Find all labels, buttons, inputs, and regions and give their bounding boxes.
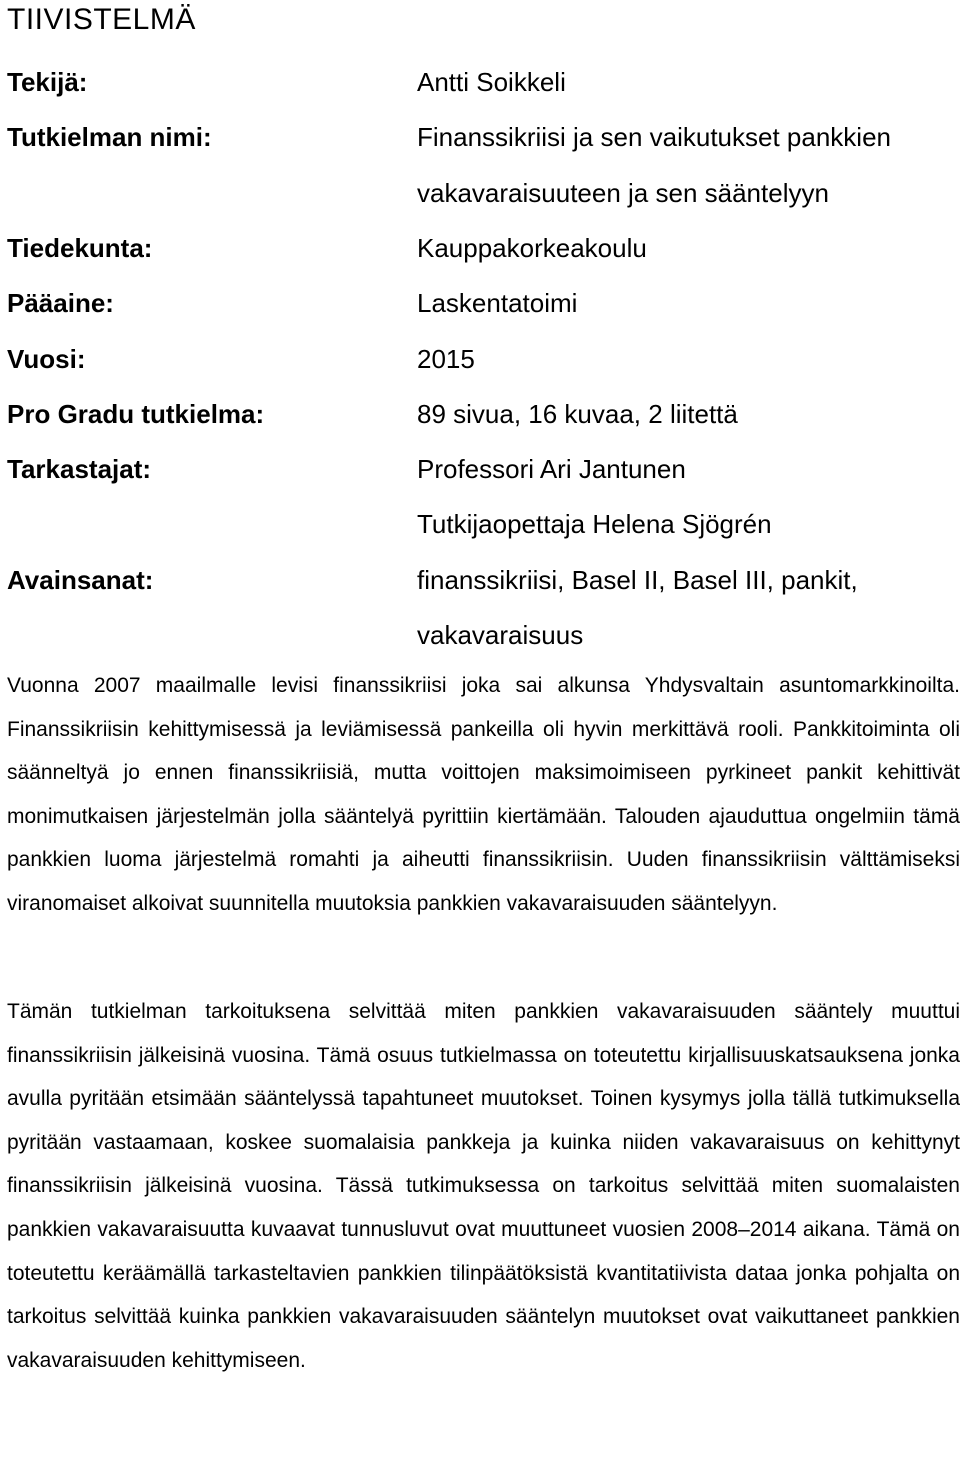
thesis-title-label: Tutkielman nimi: bbox=[7, 122, 212, 152]
major-value: Laskentatoimi bbox=[417, 288, 578, 318]
abstract-paragraph-1: Vuonna 2007 maailmalle levisi finanssikriisi joka sai alkunsa Yhdysvaltain asuntomarkkinoilta. Finanssikriisin kehittymisessä ja leviämisessä pankeilla oli hyvin merkittävä rooli. Pankkitoiminta oli säänneltyä jo ennen finanssikriisiä, mutta voittojen maksimoimiseen pyrkineet pankit kehittivät monimutkaisen järjestelmän jolla sääntelyä pyrittiin kiertämään. Talouden ajauduttua ongelmiin tämä pankkien luoma järjestelmä romahti ja aiheutti finanssikriisin. Uuden finanssikriisin välttämiseksi viranomaiset alkoivat suunnitella muutoksia pankkien vakavaraisuuden sääntelyyn. bbox=[7, 674, 960, 915]
year-label: Vuosi: bbox=[7, 344, 86, 374]
keywords-line2: vakavaraisuus bbox=[417, 620, 584, 650]
keywords-label: Avainsanat: bbox=[7, 565, 154, 595]
year-value: 2015 bbox=[417, 344, 475, 374]
faculty-label: Tiedekunta: bbox=[7, 233, 153, 263]
examiner-1: Professori Ari Jantunen bbox=[417, 454, 686, 484]
thesis-type-label: Pro Gradu tutkielma: bbox=[7, 399, 265, 429]
thesis-title-line2: vakavaraisuuteen ja sen sääntelyyn bbox=[417, 178, 829, 208]
author-label: Tekijä: bbox=[7, 67, 88, 97]
faculty-value: Kauppakorkeakoulu bbox=[417, 233, 647, 263]
major-label: Pääaine: bbox=[7, 288, 114, 318]
abstract-paragraph-2: Tämän tutkielman tarkoituksena selvittää miten pankkien vakavaraisuuden sääntely muuttui finanssikriisin jälkeisinä vuosina. Tämä osuus tutkielmassa on toteutettu kirjallisuuskatsauksena jonka avulla pyritään etsimään sääntelyssä tapahtuneet muutokset. Toinen kysymys jolla tällä tutkimuksella pyritään vastaamaan, koskee suomalaisia pankkeja ja kuinka niiden vakavaraisuus on kehittynyt finanssikriisin jälkeisinä vuosina. Tässä tutkimuksessa on tarkoitus selvittää miten suomalaisten pankkien vakavaraisuutta kuvaavat tunnusluvut ovat muuttuneet vuosien 2008–2014 aikana. Tämä on toteutettu keräämällä tarkasteltavien pankkien tilinpäätöksistä kvantitatiivista dataa jonka pohjalta on tarkoitus selvittää kuinka pankkien vakavaraisuuden sääntelyn muutokset ovat vaikuttaneet pankkien vakavaraisuuden kehittymiseen. bbox=[7, 1000, 960, 1372]
examiners-label: Tarkastajat: bbox=[7, 454, 152, 484]
thesis-type-value: 89 sivua, 16 kuvaa, 2 liitettä bbox=[417, 399, 738, 429]
thesis-title-line1: Finanssikriisi ja sen vaikutukset pankkien bbox=[417, 122, 891, 152]
page-title: TIIVISTELMÄ bbox=[7, 3, 196, 36]
keywords-line1: finanssikriisi, Basel II, Basel III, pankit, bbox=[417, 565, 858, 595]
author-value: Antti Soikkeli bbox=[417, 67, 566, 97]
examiner-2: Tutkijaopettaja Helena Sjögrén bbox=[417, 509, 772, 539]
